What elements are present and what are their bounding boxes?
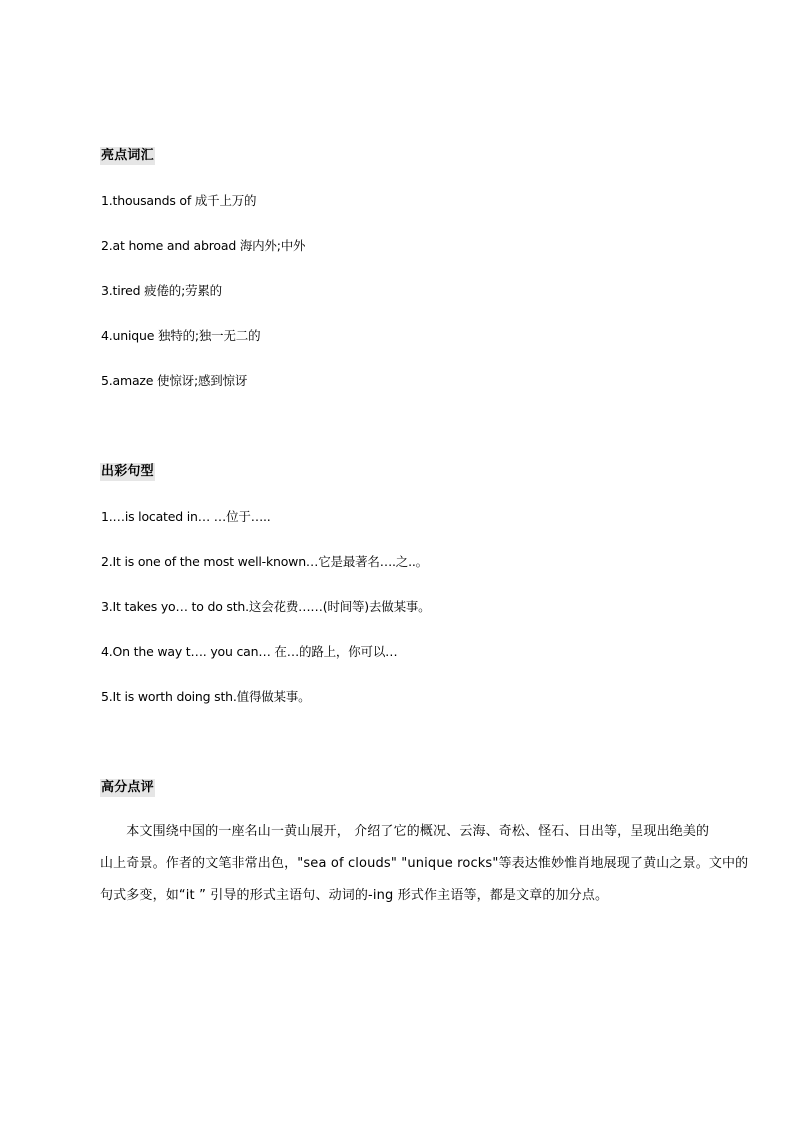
comment-paragraph: [100, 816, 749, 912]
vocab-item-2: 2.at home and abroad 海内外;中外: [101, 238, 306, 253]
sentence-item-5: 5.It is worth doing sth.值得做某事。: [101, 689, 311, 704]
comment-heading: 高分点评: [101, 780, 154, 795]
vocab-item-5: 5.amaze 使惊讶;感到惊讶: [101, 373, 248, 388]
comment-line-2: 山上奇景。作者的文笔非常出色，"sea of clouds" "unique rocks"等表达惟妙惟肖地展现了黄山之景。文中的: [100, 856, 749, 871]
vocab-heading: 亮点词汇: [101, 148, 154, 163]
comment-line-1: 本文围绕中国的一座名山一黄山展开， 介绍了它的概况、云海、奇松、怪石、日出等，呈现出绝美的: [100, 824, 710, 839]
vocab-item-1: 1.thousands of 成千上万的: [101, 193, 257, 208]
sentence-item-3: 3.It takes yo… to do sth.这会花费……(时间等)去做某事。: [101, 599, 431, 614]
comment-line-3: 句式多变，如“it ” 引导的形式主语句、动词的-ing 形式作主语等，都是文章的加分点。: [100, 888, 609, 903]
sentence-item-4: 4.On the way t…. you can… 在…的路上，你可以…: [101, 644, 398, 659]
vocab-item-3: 3.tired 疲倦的;劳累的: [101, 283, 222, 298]
vocab-item-4: 4.unique 独特的;独一无二的: [101, 328, 261, 343]
sentences-heading: 出彩句型: [101, 464, 154, 479]
sentence-item-2: 2.It is one of the most well-known…它是最著名….之..。: [101, 554, 428, 569]
sentence-item-1: 1.…is located in… …位于…..: [101, 509, 271, 524]
